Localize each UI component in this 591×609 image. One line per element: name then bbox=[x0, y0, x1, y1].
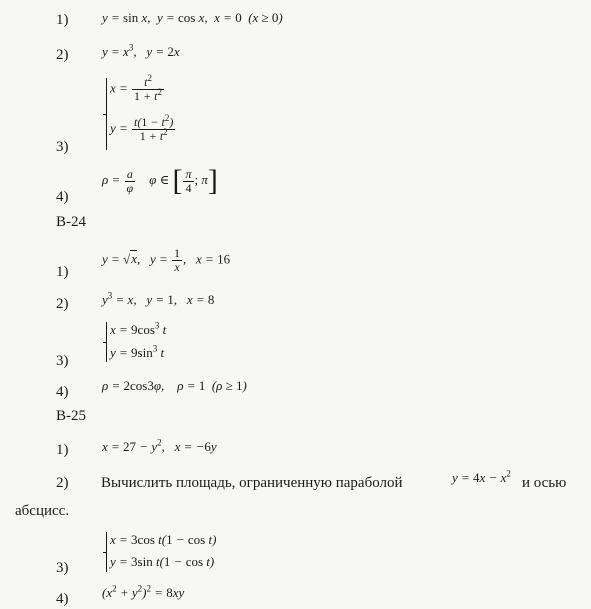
formula-c3-x: x = 3cos t(1 − cos t) bbox=[110, 532, 217, 547]
formula-b3-y: $y = 9\sin^3$ t bbox=[110, 343, 165, 360]
formula-c2: $y = 4x - x^2$ bbox=[452, 468, 511, 485]
formula-c3-y: y = 3sin t(1 − cos t) bbox=[110, 554, 215, 569]
item-number: 3) bbox=[56, 353, 69, 369]
item-number: 2) bbox=[56, 47, 69, 63]
formula-c1: $x = 27 - y^2$, x = −6y bbox=[102, 437, 217, 454]
formula-a3-y: y = $\frac{t(1 - t^2)}{1 + t^2}$ bbox=[110, 113, 174, 143]
task-text: Вычислить площадь, ограниченную параболой bbox=[101, 475, 403, 491]
item-number: 1) bbox=[56, 12, 69, 28]
section-heading: В-25 bbox=[56, 408, 86, 424]
formula-b1: y = √x, y = $\frac{1}{x}$ , x = 16 bbox=[102, 246, 231, 274]
section-heading: В-24 bbox=[56, 214, 86, 230]
formula-b2: $y^3 = x$, y = 1, x = 8 bbox=[102, 290, 215, 307]
formula-a1: y = sin x, y = cos x, x = 0 (x ≥ 0) bbox=[102, 10, 283, 25]
formula-c4: $(x^2 + y^2)^2 = 8xy$ bbox=[102, 583, 185, 600]
item-number: 2) bbox=[56, 475, 69, 491]
item-number: 1) bbox=[56, 442, 69, 458]
item-number: 4) bbox=[56, 384, 69, 400]
formula-a3-x: x = $\frac{t^2}{1 + t^2}$ bbox=[110, 73, 162, 103]
formula-a4: ρ = $\frac{a}{\varphi}$ φ ∈ [ $\frac{\pi}{4}$ ; π] bbox=[102, 164, 218, 197]
task-text-wrap: абсцисс. bbox=[15, 503, 70, 519]
item-number: 3) bbox=[56, 139, 69, 155]
task-text-end: и осью bbox=[522, 475, 567, 491]
item-number: 2) bbox=[56, 296, 69, 312]
system-brace bbox=[106, 532, 107, 572]
item-number: 4) bbox=[56, 591, 69, 607]
formula-a2: $y = x^3$, y = 2x bbox=[102, 42, 180, 59]
item-number: 3) bbox=[56, 560, 69, 576]
formula-b4: ρ = 2cos3φ, ρ = 1 (ρ ≥ 1) bbox=[102, 378, 247, 393]
system-brace bbox=[106, 322, 107, 362]
system-brace bbox=[106, 78, 107, 150]
item-number: 4) bbox=[56, 189, 69, 205]
item-number: 1) bbox=[56, 264, 69, 280]
formula-b3-x: $x = 9\cos^3$ t bbox=[110, 320, 167, 337]
